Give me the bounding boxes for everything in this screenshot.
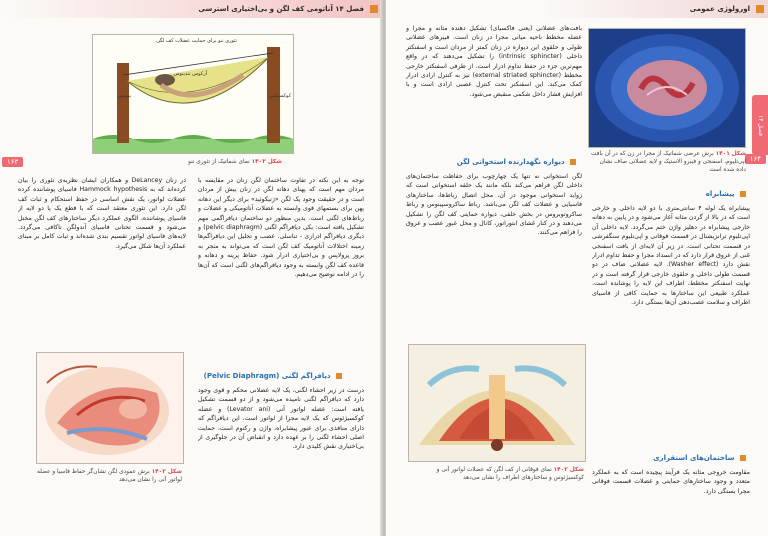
figure-1402-caption-text: برش عمودی لگن نشان‌گر حفاظ فاسیا و عضله لواتور آنی را نشان می‌دهد [37,469,182,483]
figure-1402b-caption [408,466,584,482]
fig-label-top: تئوری ننو برای حمایت عضلات کف لگن [156,38,237,44]
heading-bullet-icon [740,191,746,197]
heading-bullet-icon [740,455,746,461]
heading-bullet-icon [336,373,342,379]
heading-support-structures [653,454,746,462]
figure-1401-caption-text: برش عرضی شماتیک از مجرا در زن که در آن بافت اپی‌تلیوم، اسفنجی و فیبرو الاستیک و لایه عضلانی صاف نشان داده شده است [591,151,746,173]
fig-label-pubis: پوبیس [117,93,131,99]
pelvic-floor-illustration [409,345,585,461]
left-page-column-right-text: توجه به این نکته در تفاوت ساختمان لگن زنان در مقایسه با مردان مهم است که پهنای دهانه لگن در زنان بیش از مردان است و در حقیقت وجود یک لگن «ژنیکوئید» برای دیگر این دهانه پهن برای بستمهای قوی وابسته به عضلات آناتومیکی و عضلات و رباط‌های لگنی است. بدین منظور دو ساختمان دیافراگمی مهم تشکیل یافته است: یکی دیافراگم لگنی (pelvic diaphragm) و دیگری دیافراگم ادراری - تناسلی. عصب و تحلیل این دیافراگم‌ها زمینه اختلالات آناتومیک کف لگن است که می‌تواند به منجر به بروز پرولاپس و بی‌اختیاری ادرار شود. حفاظ پرینه و دهانه و قاعده کف لگن وابسته به وجود دیافراگم‌های لگنی است که آن‌ها را در ادامه توضیح می‌دهیم. [198,177,364,279]
heading-bony-support [457,158,576,166]
figure-1401-caption-label: شکل ۱۴۰۱ [715,151,746,157]
heading-bony-support-text: دیواره نگهدارنده استخوانی لگن [456,158,565,166]
right-page-top-text: بافت‌های عضلانی (یعنی فاکسیای) تشکیل دهنده مثانه و مجرا و عضله مخطط ناحیه میانی مجرا در زنان است. فیبرهای عضلانی طولی و حلقوی این دیواره در زنان کمتر از مردان است و اسفنکتر داخلی (intrinsic sphincter) را تشکیل می‌دهند که در واقع مهم‌ترین جزء در حفظ تداوم ادرار است. از طرفی اسفنکتر خارجی مخطط (external striated sphincter) نیز به کنترل ارادی ادرار کمک می‌کند. این اسفنکتر تحت کنترل عصبی ارادی است و با افزایش فشار داخل شکمی منقبض می‌شود. [406,25,582,98]
left-page-header [0,0,382,18]
header-mark-icon [756,5,764,13]
left-page [0,0,382,536]
heading-bullet-icon [570,159,576,165]
right-page-number: ۱۶۴ [745,154,766,164]
heading-pelvic-diaphragm [204,372,342,380]
pelvic-diaphragm-text: درست در زیر احشاء لگنی، یک لایه عضلانی محکم و قوی وجود دارد که دیافراگم لگنی نامیده می‌شود و از دو قسمت تشکیل یافته است: عضله لواتور آنی (Levator ani) و عضله کوکسیژئوس که یک لایه مجزا از لواتور است. این دیافراگم که دارای منافذی برای عبور پیشابراه، واژن و رکتوم است، حمایت اصلی احشاء لگنی را بر عهده دارد و انقباض آن در جلوگیری از بی‌اختیاری نقش کلیدی دارد. [198,387,364,451]
figure-1403-caption-text: نمای شماتیک از تئوری ننو [188,159,250,165]
urethra-cross-section-illustration [589,29,745,147]
fig-label-arcus: آرکوس تندینوس [173,71,207,77]
header-mark-icon [370,5,378,13]
figure-1402-pelvis-section [36,352,184,464]
figure-1402-caption-label: شکل ۱۴۰۲ [151,469,182,475]
left-page-number: ۱۶۳ [2,157,23,167]
heading-pelvic-diaphragm-text: دیافراگم لگنی (Pelvic Diaphragm) [203,372,331,380]
left-page-column-left-text: در زنان DeLancey و همکاران ایشان نظریه‌ی تئوری را بیان کرده‌اند که به Hammock hypothesis فاسیای پوشاننده کرده عضلات لواتور، یک نقش اساسی در حفظ استحکام و ثبات کف لگن دارد. این تئوری معتقد است که با قطع یک یا دو لایه از فاسیای پوشاننده، الگوی عملکرد دیگر ساختارهای کف لگن مختل می‌شود و قسمت تحتانی فاسیای آندولگن ناکافی می‌گردد. لایه‌های فاسیای لواتور تقسیم بندی شده‌اند و ثبات کامل بر مبنای عملکرد آن‌ها شکل می‌گیرد. [18,177,186,250]
right-page-header-text: اورولوژی عمومی [689,5,750,13]
figure-1403-caption-label: شکل ۱۴۰۳ [251,159,282,165]
right-page-header [386,0,768,18]
chapter-tab: فصل ۱۴ [752,95,768,155]
right-page [386,0,768,536]
figure-1402b-pelvic-floor [408,344,586,462]
person-head [155,74,175,86]
figure-1403-hammock [92,34,294,154]
figure-1402-caption [36,468,182,484]
bony-support-text: لگن استخوانی نه تنها یک چهارچوب برای حفاظت ساختمان‌های داخلی لگن فراهم می‌کند بلکه مانند یک حلقه استخوانی است که زواید استخوانی موجود در آن، محل اتصال رباط‌ها، ساختارهای فاسیایی و عضلات کف لگن می‌باشد. رباط ساکروسپینوس و رباط ساکروتوبروس در بخش خلفی، دیواره حمایتی کف لگن را تشکیل می‌دهند و در کنار غشای ابتوراتور، کانال و محل عبور عصب و عروق را فراهم می‌کنند. [406,173,582,237]
heading-urethra-text: پیشابراه [705,190,735,198]
figure-1401-caption [590,150,746,174]
pelvis-section-illustration [37,353,183,463]
left-page-header-text: فصل ۱۴ آناتومی کف لگن و بی‌اختیاری استرسی [198,5,364,13]
figure-1401-cross-section [588,28,746,148]
figure-1403-caption [82,158,282,166]
figure-1402b-caption-label: شکل ۱۴۰۲ [553,467,584,473]
support-structures-text: مقاومت خروجی مثانه یک فرآیند پیچیده است که به عملکرد متعدد و وجود ساختارهای حمایتی و عضلات قسمت فوقانی مجرا بستگی دارد. [592,469,750,495]
fig-label-coccyx: کوکسیکس [268,93,291,99]
heading-support-structures-text: ساختمان‌های استقراری [653,454,735,462]
figure-1402b-caption-text: نمای فوقانی از کف لگن که عضلات لواتور آنی و کوکسیژئوس و ساختارهای اطراف را نشان می‌دهد [436,467,584,481]
heading-urethra [706,190,746,198]
urethra-text: پیشابراه یک لوله ۴ سانتی‌متری با دو لایه داخلی و خارجی است که در بالا از گردن مثانه آغاز می‌شود و در پایین به دهانه خارجی پیشابراه در دهلیز واژن ختم می‌گردد. لایه داخلی آن اپی‌تلیوم ترانزیشنال در قسمت فوقانی و اپی‌تلیوم سنگفرشی در قسمت تحتانی است. در زیر آن لایه‌ای از بافت اسفنجی غنی از عروق قرار دارد که در انسداد مجرا و حفظ تداوم ادرار نقش دارد (Washer effect). لایه عضلانی صاف در دو قسمت طولی داخلی و حلقوی خارجی قرار گرفته است و در نهایت اسفنکتر مخطط، اطراف این لایه را پوشانده است. عملکرد طبیعی این ساختارها به حمایت کافی از فاسیای اطراف و سلامت عصب‌دهی آن‌ها بستگی دارد. [592,205,750,307]
